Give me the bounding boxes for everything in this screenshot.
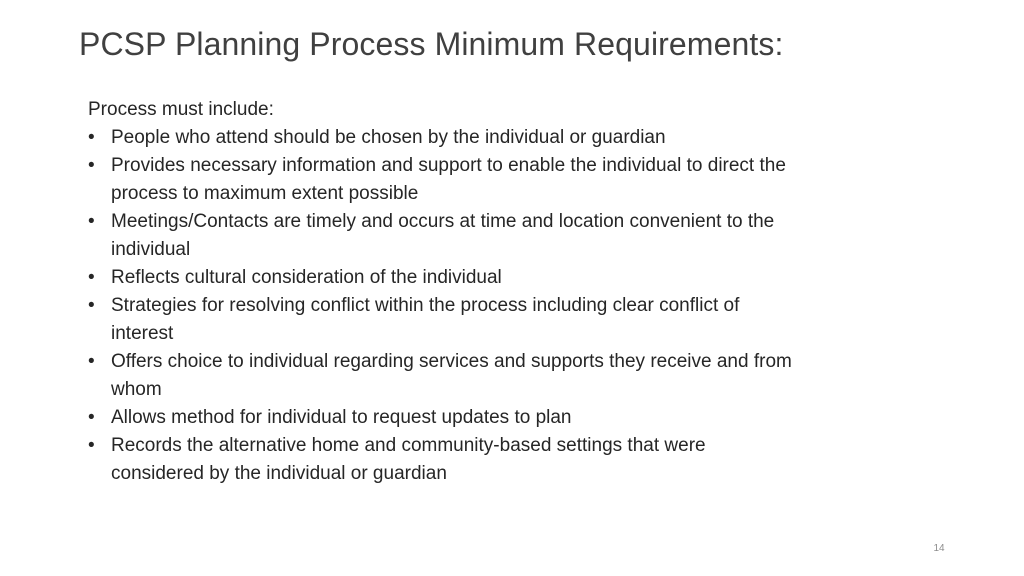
list-item — [88, 432, 798, 488]
list-item-text: Offers choice to individual regarding services and supports they receive and from whom — [111, 351, 792, 400]
list-item-text: Provides necessary information and support to enable the individual to direct the process to maximum extent possible — [111, 155, 786, 204]
page-number: 14 — [933, 543, 945, 554]
slide-title: PCSP Planning Process Minimum Requirements: — [79, 26, 784, 62]
list-item — [88, 124, 798, 152]
requirements-list — [88, 124, 798, 488]
bullet-icon: • — [88, 407, 95, 428]
list-item-text: Meetings/Contacts are timely and occurs at time and location convenient to the individual — [111, 211, 775, 260]
list-item — [88, 208, 798, 264]
list-item-text: Strategies for resolving conflict within the process including clear conflict of interest — [111, 295, 740, 344]
list-item — [88, 264, 798, 292]
list-item-text: Reflects cultural consideration of the individual — [111, 267, 502, 288]
list-item-text: People who attend should be chosen by the individual or guardian — [111, 127, 666, 148]
list-item — [88, 152, 798, 208]
list-item-text: Allows method for individual to request updates to plan — [111, 407, 572, 428]
slide-body — [88, 96, 798, 488]
list-item — [88, 404, 798, 432]
bullet-icon: • — [88, 295, 95, 316]
list-item-text: Records the alternative home and community-based settings that were considered by the individual or guardian — [111, 435, 706, 484]
bullet-icon: • — [88, 267, 95, 288]
bullet-icon: • — [88, 127, 95, 148]
list-item — [88, 348, 798, 404]
intro-text: Process must include: — [88, 99, 274, 120]
bullet-icon: • — [88, 351, 95, 372]
bullet-icon: • — [88, 211, 95, 232]
bullet-icon: • — [88, 435, 95, 456]
list-item — [88, 292, 798, 348]
bullet-icon: • — [88, 155, 95, 176]
